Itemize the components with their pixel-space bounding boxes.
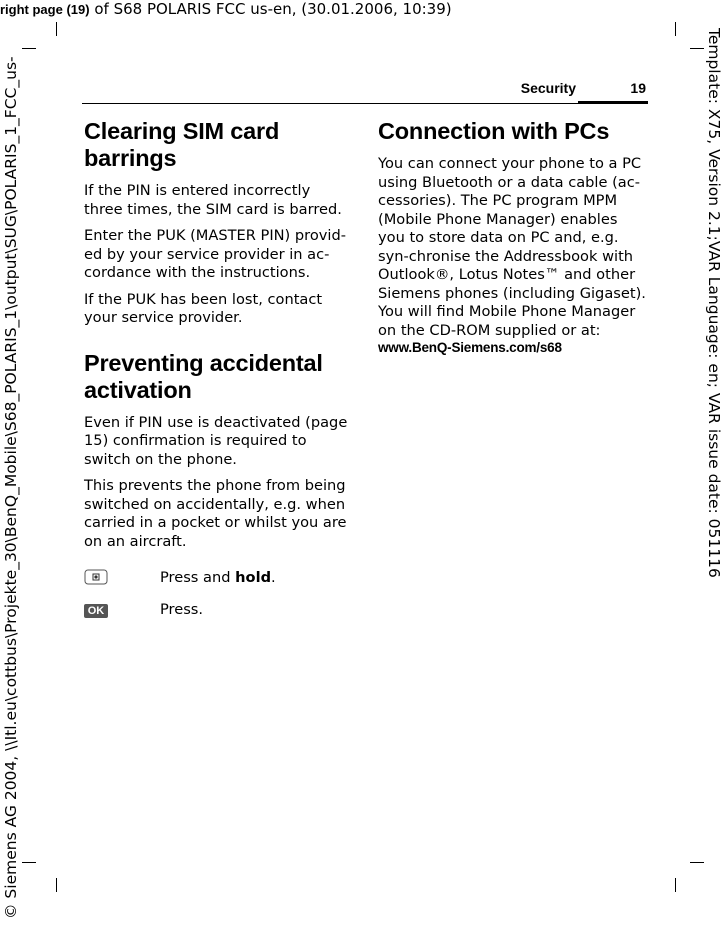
paragraph: If the PUK has been lost, contact your service provider. [84,290,323,326]
heading-connection-pcs: Connection with PCs [378,118,610,144]
print-meta-bold: right page (19) [0,2,90,17]
crop-mark [56,22,57,36]
heading-clearing-sim: Clearing SIM card barrings [84,118,280,171]
step-row [84,569,350,601]
website-url: www.BenQ-Siemens.com/s68 [378,340,562,355]
right-column [378,118,648,355]
template-info-vertical: Template: X75, Version 2.1;VAR Language: en; VAR issue date: 051116 [705,28,723,578]
step-row [84,601,350,633]
paragraph: Enter the PUK (MASTER PIN) provid-ed by your service provider in ac-cordance with the instructions. [84,227,346,281]
crop-mark [675,22,676,36]
step-text: Press. [160,601,204,618]
ok-key-icon: OK [84,601,108,619]
paragraph: Even if PIN use is deactivated (page 15) confirmation is required to switch on the phone. [84,413,348,468]
paragraph: You can connect your phone to a PC using Bluetooth or a data cable (ac-cessories). The PC program MPM (Mobile Phone Manager) enables you to store data on PC and, e.g. syn-chronise the Addressbook with Outlook®, Lotus Notes™ and other Siemens phones (including Gigaset). You will find Mobile Phone Manager on the CD-ROM supplied or at: [378,155,646,339]
left-column [84,118,350,633]
page-header [82,76,648,104]
crop-mark [675,878,676,892]
crop-mark [690,48,704,49]
print-meta-rest: of S68 POLARIS FCC us-en, (30.01.2006, 10:39) [89,0,452,18]
step-text: Press and hold. [160,569,276,586]
print-meta-line [0,0,452,19]
heading-preventing-activation: Preventing accidental activation [84,349,323,403]
crop-mark [690,862,704,863]
copyright-path-vertical: © Siemens AG 2004, \\Itl.eu\cottbus\Projekte_30\BenQ_Mobile\S68_POLARIS_1\output\SUG\POLARIS_1_FCC_us- [2,56,20,919]
page-number: 19 [630,80,646,96]
power-key-icon [84,569,108,590]
paragraph: This prevents the phone from being switched on accidentally, e.g. when carried in a pocket or whilst you are on an aircraft. [84,477,347,550]
crop-mark [56,878,57,892]
header-tab-bar [578,101,648,104]
crop-mark [22,862,36,863]
header-rule [82,103,648,104]
crop-mark [22,48,36,49]
paragraph: If the PIN is entered incorrectly three times, the SIM card is barred. [84,182,342,218]
header-section-title: Security [520,80,576,96]
